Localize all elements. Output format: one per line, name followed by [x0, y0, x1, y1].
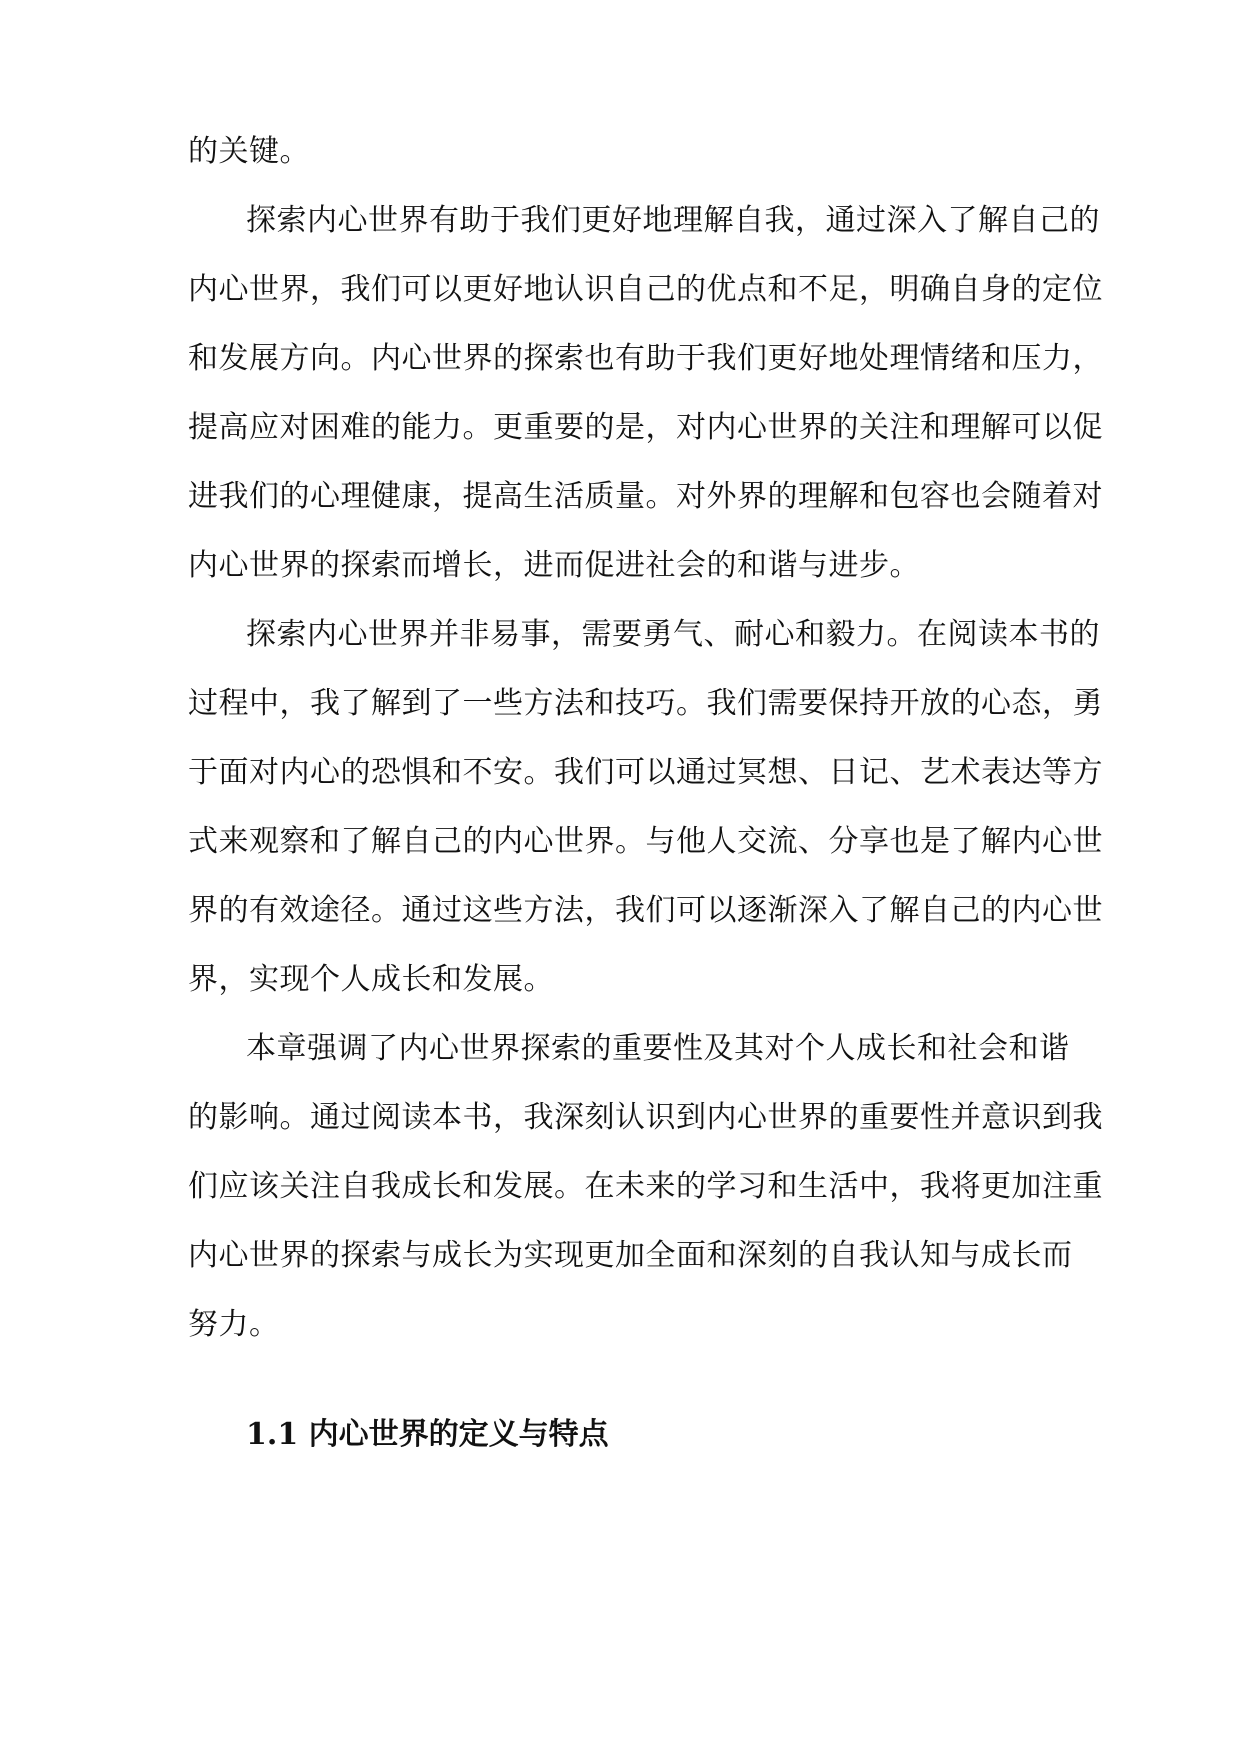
paragraph-line: 的关键。: [188, 134, 310, 169]
paragraph-line: 于面对内心的恐惧和不安。我们可以通过冥想、日记、艺术表达等方: [188, 755, 1103, 790]
paragraph-line: 的影响。通过阅读本书，我深刻认识到内心世界的重要性并意识到我: [188, 1100, 1103, 1135]
paragraph-line: 内心世界，我们可以更好地认识自己的优点和不足，明确自身的定位: [188, 272, 1103, 307]
paragraph-line: 式来观察和了解自己的内心世界。与他人交流、分享也是了解内心世: [188, 824, 1103, 859]
paragraph-line: 过程中，我了解到了一些方法和技巧。我们需要保持开放的心态，勇: [188, 686, 1103, 721]
paragraph-line: 探索内心世界有助于我们更好地理解自我，通过深入了解自己的: [246, 203, 1100, 238]
paragraph-line: 探索内心世界并非易事，需要勇气、耐心和毅力。在阅读本书的: [246, 617, 1100, 652]
paragraph-line: 界，实现个人成长和发展。: [188, 962, 554, 997]
paragraph-line: 们应该关注自我成长和发展。在未来的学习和生活中，我将更加注重: [188, 1169, 1103, 1204]
paragraph-line: 进我们的心理健康，提高生活质量。对外界的理解和包容也会随着对: [188, 479, 1103, 514]
section-heading: 1.1 内心世界的定义与特点: [246, 1417, 609, 1452]
paragraph-line: 内心世界的探索而增长，进而促进社会的和谐与进步。: [188, 548, 920, 583]
paragraph-line: 努力。: [188, 1307, 280, 1342]
paragraph-line: 界的有效途径。通过这些方法，我们可以逐渐深入了解自己的内心世: [188, 893, 1103, 928]
paragraph-line: 本章强调了内心世界探索的重要性及其对个人成长和社会和谐: [246, 1031, 1070, 1066]
paragraph-line: 提高应对困难的能力。更重要的是，对内心世界的关注和理解可以促: [188, 410, 1103, 445]
paragraph-line: 内心世界的探索与成长为实现更加全面和深刻的自我认知与成长而: [188, 1238, 1073, 1273]
paragraph-line: 和发展方向。内心世界的探索也有助于我们更好地处理情绪和压力，: [188, 341, 1103, 376]
